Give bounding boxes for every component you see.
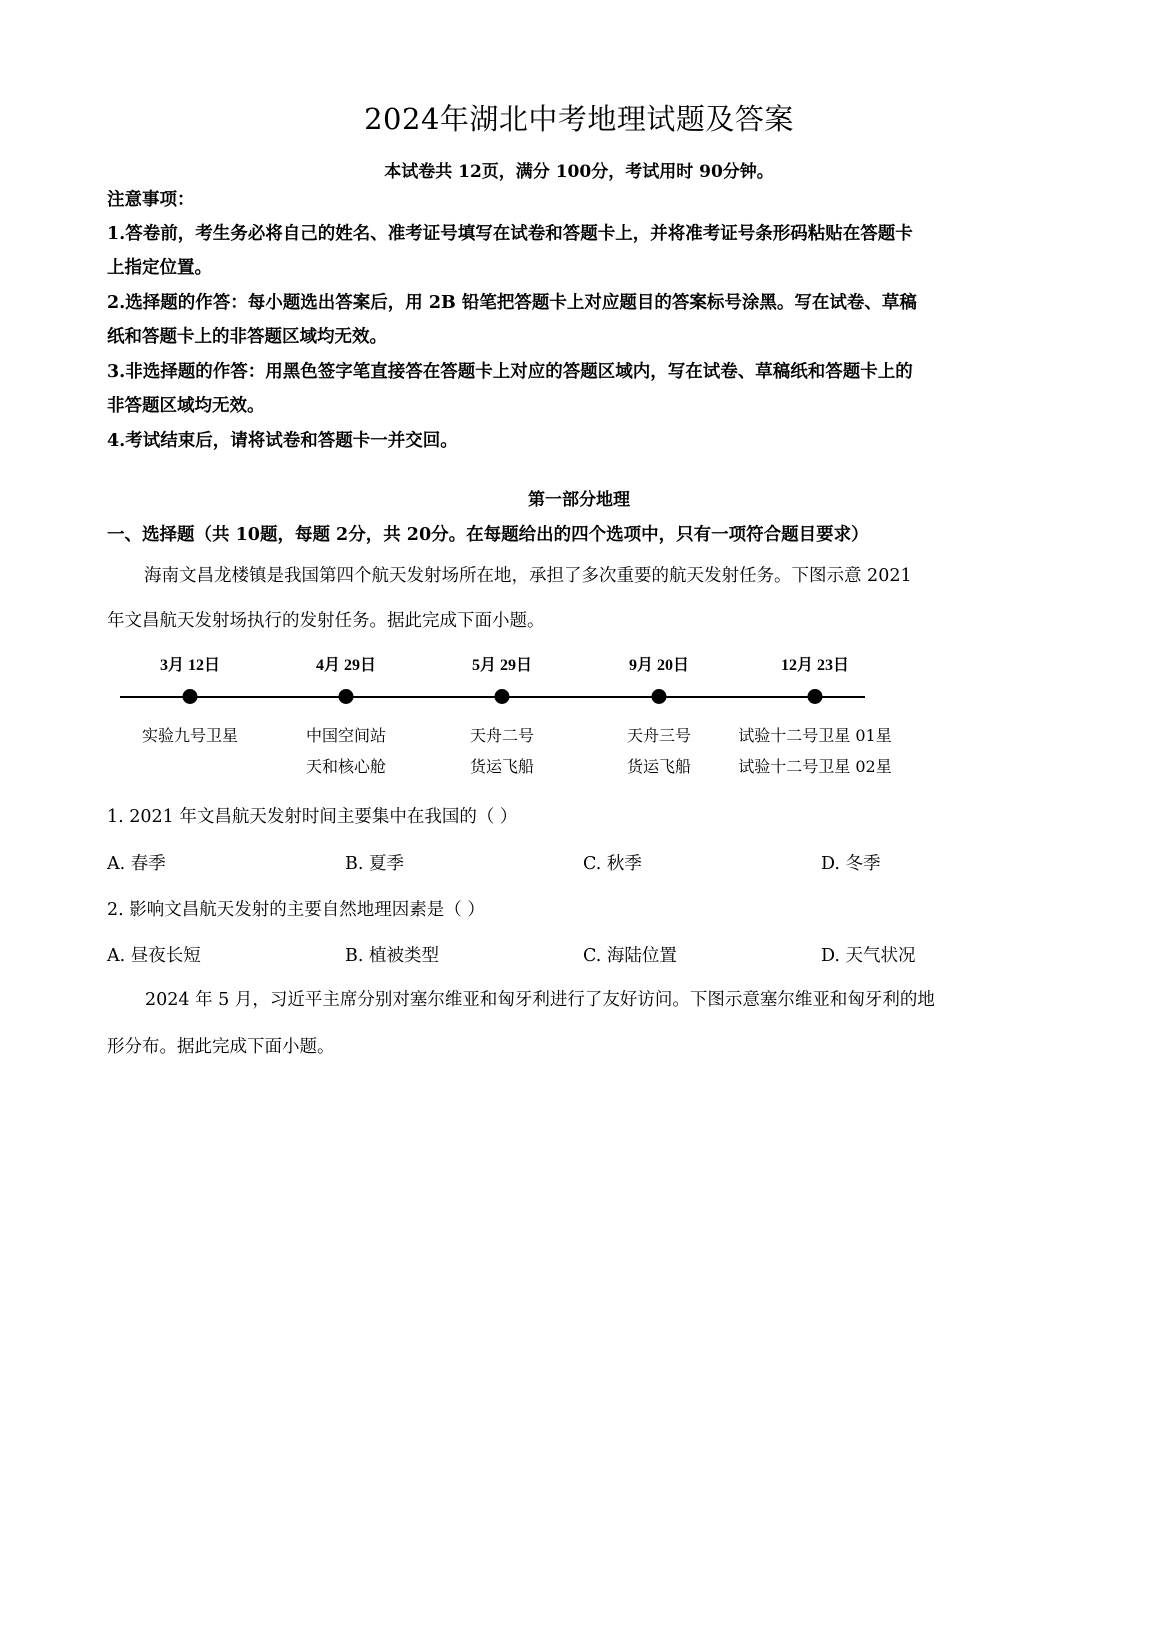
timeline-dot [652, 689, 667, 704]
option-a: A. 昼夜长短 [107, 946, 201, 966]
option-c: C. 秋季 [583, 854, 642, 874]
passage-line: 形分布。据此完成下面小题。 [107, 1037, 335, 1057]
page-title: 2024年湖北中考地理试题及答案 [364, 102, 794, 136]
timeline-date: 5月 29日 [471, 657, 533, 674]
note-line: 非答题区域均无效。 [107, 396, 265, 416]
timeline-date: 3月 12日 [159, 657, 221, 674]
passage-line: 年文昌航天发射场执行的发射任务。据此完成下面小题。 [107, 611, 545, 631]
launch-timeline [120, 650, 920, 780]
note-line: 1.答卷前，考生务必将自己的姓名、准考证号填写在试卷和答题卡上，并将准考证号条形码粘贴在答题卡 [107, 224, 913, 244]
passage-line: 海南文昌龙楼镇是我国第四个航天发射场所在地，承担了多次重要的航天发射任务。下图示意 2021 [144, 566, 912, 586]
timeline-dot [339, 689, 354, 704]
question-options [107, 942, 1057, 968]
timeline-label-line: 天舟二号 [469, 726, 535, 745]
passage-line: 2024 年 5 月，习近平主席分别对塞尔维亚和匈牙利进行了友好访问。下图示意塞尔维亚和匈牙利的地 [145, 990, 935, 1010]
option-b: B. 植被类型 [345, 946, 439, 966]
timeline-label-line: 中国空间站 [305, 726, 387, 745]
timeline-label [738, 720, 891, 782]
note-line: 4.考试结束后，请将试卷和答题卡一并交回。 [107, 431, 458, 451]
option-c: C. 海陆位置 [583, 946, 677, 966]
section-heading: 一、选择题（共 10题，每题 2分，共 20分。在每题给出的四个选项中，只有一项符合题目要求） [107, 525, 869, 545]
timeline-label-line: 试验十二号卫星 01星 [738, 726, 892, 745]
timeline-dot [808, 689, 823, 704]
question-options [107, 850, 1057, 876]
timeline-label-line: 货运飞船 [469, 757, 535, 776]
option-a: A. 春季 [107, 854, 166, 874]
timeline-label-line: 实验九号卫星 [141, 726, 239, 745]
note-line: 2.选择题的作答：每小题选出答案后，用 2B 铅笔把答题卡上对应题目的答案标号涂黑。写在试卷、草稿 [107, 293, 917, 313]
note-line: 纸和答题卡上的非答题区域均无效。 [107, 327, 387, 347]
timeline-date: 12月 23日 [780, 657, 850, 674]
timeline-label-line: 货运飞船 [626, 757, 692, 776]
timeline-label [627, 720, 691, 782]
timeline-dot [183, 689, 198, 704]
timeline-label [306, 720, 386, 782]
question-stem: 2. 影响文昌航天发射的主要自然地理因素是（ ） [107, 900, 485, 920]
notes-heading: 注意事项： [107, 190, 195, 210]
note-line: 上指定位置。 [107, 258, 212, 278]
timeline-date: 4月 29日 [315, 657, 377, 674]
part-title: 第一部分地理 [528, 490, 630, 510]
timeline-dot [495, 689, 510, 704]
timeline-label-line: 天和核心舱 [305, 757, 387, 776]
option-d: D. 冬季 [821, 854, 881, 874]
note-line: 3.非选择题的作答：用黑色签字笔直接答在答题卡上对应的答题区域内，写在试卷、草稿纸和答题卡上的 [107, 362, 913, 382]
timeline-axis [120, 696, 865, 698]
timeline-label [142, 720, 238, 751]
exam-info: 本试卷共 12页，满分 100分，考试用时 90分钟。 [384, 162, 774, 182]
timeline-date: 9月 20日 [628, 657, 690, 674]
timeline-label-line: 试验十二号卫星 02星 [738, 757, 892, 776]
option-b: B. 夏季 [345, 854, 404, 874]
question-stem: 1. 2021 年文昌航天发射时间主要集中在我国的（ ） [107, 807, 518, 827]
option-d: D. 天气状况 [821, 946, 916, 966]
timeline-label-line: 天舟三号 [626, 726, 692, 745]
timeline-label [470, 720, 534, 782]
